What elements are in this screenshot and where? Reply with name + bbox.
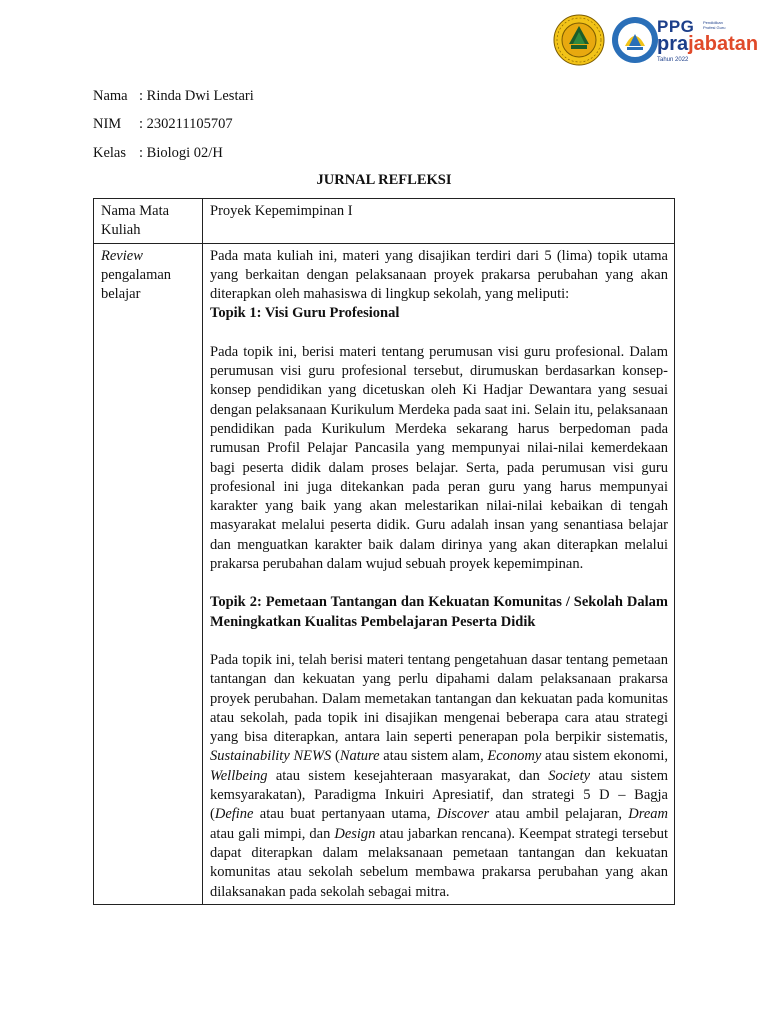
reflection-table [93,198,675,905]
student-nim-line [93,116,233,133]
ppg-logo-subtext: Pendidikan Profesi Guru [703,20,726,30]
course-name-value: Proyek Kepemimpinan I [203,199,675,244]
logo-year-text: Tahun 2022 [657,57,689,63]
university-logo-icon [553,14,605,66]
student-name-line [93,88,254,105]
review-content [203,243,675,904]
intro-paragraph: Pada mata kuliah ini, materi yang disajikan terdiri dari 5 (lima) topik utama yang berkaitan dengan pelaksanaan proyek prakarsa perubahan yang akan diterapkan oleh mahasiswa di lingkup sekolah, yang meliputi: [210,247,668,303]
nim-value: : 230211105707 [139,116,233,132]
table-row [94,199,675,244]
nim-label: NIM [93,116,122,132]
topic1-title: Topik 1: Visi Guru Profesional [210,305,400,322]
topic2-paragraph: Pada topik ini, telah berisi materi tentang pengetahuan dasar tentang pemetaan tantangan dan kekuatan yang perlu dipahami dalam pelaksanaan prakarsa proyek perubahan. Dalam memetakan tantangan dan kekuatan pada komunitas atau sekolah, pada topik ini disajikan mengenai beberapa cara atau strategi yang bisa diterapkan, antara lain seperti penerapan pola berpikir sistematis, Sustainability NEWS (Nature atau sistem alam, Economy atau sistem ekonomi, Wellbeing atau sistem kesejahteraan masyarakat, dan Society atau sistem kemsyarakatan), Paradigma Inkuiri Apresiatif, dan strategi 5 D – Bagja (Define atau buat pertanyaan utama, Discover atau ambil pelajaran, Dream atau gali mimpi, dan Design atau jabarkan rencana). Keempat strategi tersebut dapat diterapkan dalam melaksanaan pemetaan tantangan dan kekuatan komunitas atau sekolah sebelum membawa prakarsa perubahan yang akan dilaksanakan pada sekolah sebagai mitra. [210,651,669,900]
topic1-paragraph: Pada topik ini, berisi materi tentang perumusan visi guru profesional. Dalam perumusan visi guru profesional tersebut, dirumuskan berdasarkan konsep-konsep pendidikan yang dicetuskan oleh Ki Hadjar Dewantara yang sesuai dengan pelaksanaan Kurikulum Merdeka pada saat ini. Selain itu, pelaksanaan pendidikan pada Kurikulum Merdeka sekarang harus berpedoman pada rumusan Profil Pelajar Pancasila yang mempunyai nilai-nilai kemerdekaan bagi peserta didik dalam proses belajar. Serta, pada perumusan visi guru profesional ini juga ditekankan pada peran guru yang harus mempunyai karakter yang baik yang akan melestarikan nilai-nilai kebaikan di tengah masyarakat melalui peserta didik. Guru adalah insan yang senantiasa belajar dan menguatkan karakter baik dalam dirinya yang akan diterapkan melalui prakarsa perubahan dalam wujud sebuah proyek kepemimpinan. [210,343,668,573]
course-name-label: Nama Mata Kuliah [94,199,203,244]
table-row [94,243,675,904]
header-logos [553,14,759,66]
prajabatan-logo-text: prajabatan [657,33,759,55]
name-label: Nama [93,88,128,104]
student-kelas-line [93,145,223,162]
kelas-value: : Biologi 02/H [139,145,223,161]
document-title: JURNAL REFLEKSI [316,172,452,188]
kelas-label: Kelas [93,145,127,161]
ppg-logo-text: PPG [657,17,695,36]
topic2-title: Topik 2: Pemetaan Tantangan dan Kekuatan Komunitas / Sekolah Dalam Meningkatkan Kualitas Pembelajaran Peserta Didik [210,594,668,630]
name-value: : Rinda Dwi Lestari [139,88,254,104]
review-label: Review pengalaman belajar [94,243,203,904]
tut-wuri-handayani-logo-icon [611,16,659,64]
